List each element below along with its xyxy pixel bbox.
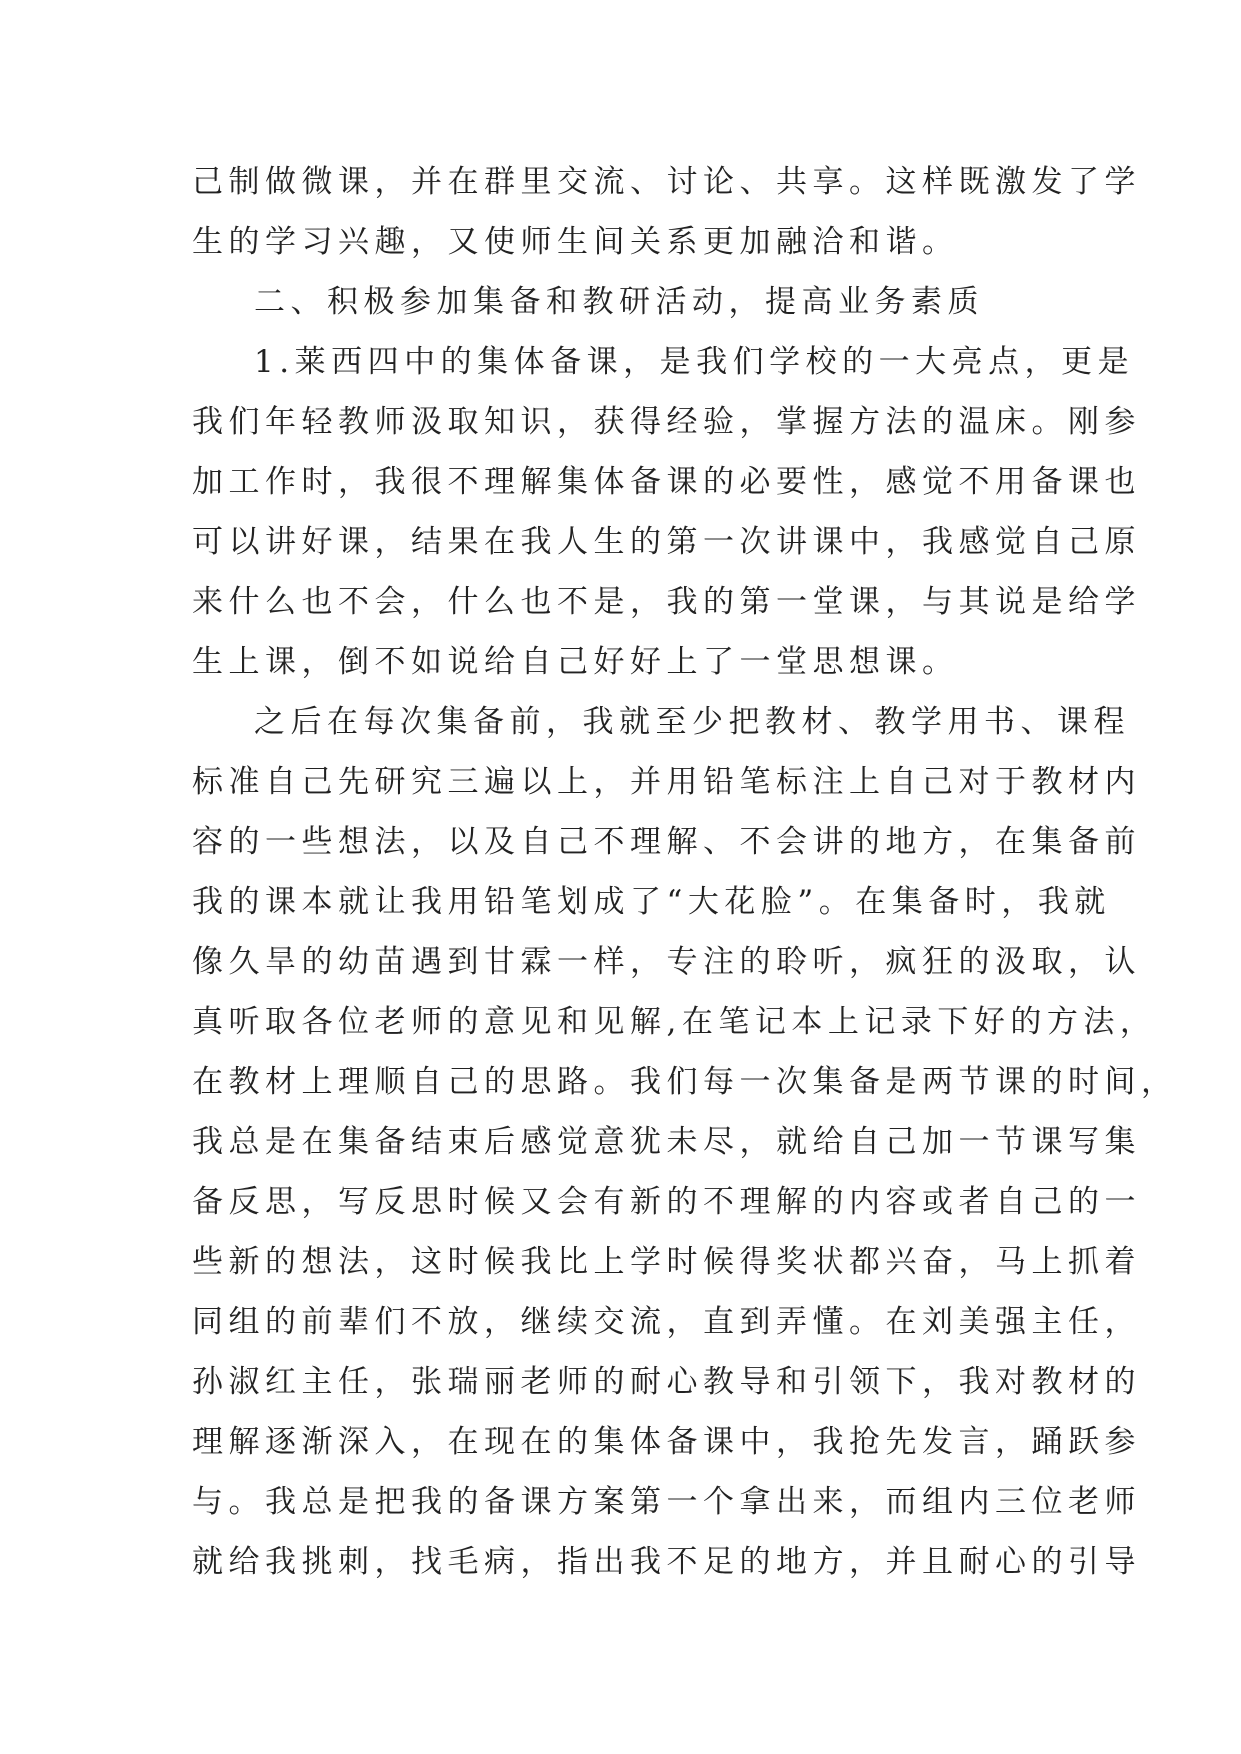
text-line: 生上课，倒不如说给自己好好上了一堂思想课。 — [192, 644, 959, 680]
text-line: 我的课本就让我用铅笔划成了“大花脸”。在集备时，我就 — [192, 884, 1111, 920]
text-line: 容的一些想法，以及自己不理解、不会讲的地方，在集备前 — [192, 824, 1141, 860]
text-line: 与。我总是把我的备课方案第一个拿出来，而组内三位老师 — [192, 1484, 1141, 1520]
text-line: 孙淑红主任，张瑞丽老师的耐心教导和引领下，我对教材的 — [192, 1364, 1141, 1400]
text-line: 像久旱的幼苗遇到甘霖一样，专注的聆听，疯狂的汲取，认 — [192, 944, 1141, 980]
text-line: 理解逐渐深入，在现在的集体备课中，我抢先发言，踊跃参 — [192, 1424, 1141, 1460]
text-line: 真听取各位老师的意见和见解,在笔记本上记录下好的方法， — [192, 1004, 1157, 1040]
text-line: 可以讲好课，结果在我人生的第一次讲课中，我感觉自己原 — [192, 524, 1141, 560]
section-heading: 二、积极参加集备和教研活动，提高业务素质 — [254, 284, 984, 320]
text-line: 之后在每次集备前，我就至少把教材、教学用书、课程 — [254, 704, 1130, 740]
text-line: 我总是在集备结束后感觉意犹未尽，就给自己加一节课写集 — [192, 1124, 1141, 1160]
text-line: 些新的想法，这时候我比上学时候得奖状都兴奋，马上抓着 — [192, 1244, 1141, 1280]
text-line: 我们年轻教师汲取知识，获得经验，掌握方法的温床。刚参 — [192, 404, 1141, 440]
text-line: 在教材上理顺自己的思路。我们每一次集备是两节课的时间， — [192, 1064, 1178, 1100]
text-line: 来什么也不会，什么也不是，我的第一堂课，与其说是给学 — [192, 584, 1141, 620]
text-line: 标准自己先研究三遍以上，并用铅笔标注上自己对于教材内 — [192, 764, 1141, 800]
text-line: 己制做微课，并在群里交流、讨论、共享。这样既激发了学 — [192, 164, 1141, 200]
text-line: 生的学习兴趣，又使师生间关系更加融洽和谐。 — [192, 224, 959, 260]
text-line: 同组的前辈们不放，继续交流，直到弄懂。在刘美强主任， — [192, 1304, 1141, 1340]
text-line: 1.莱西四中的集体备课，是我们学校的一大亮点，更是 — [254, 344, 1135, 380]
text-line: 加工作时，我很不理解集体备课的必要性，感觉不用备课也 — [192, 464, 1141, 500]
text-line: 就给我挑刺，找毛病，指出我不足的地方，并且耐心的引导 — [192, 1544, 1141, 1580]
text-line: 备反思，写反思时候又会有新的不理解的内容或者自己的一 — [192, 1184, 1141, 1220]
body-text — [192, 152, 1178, 1592]
